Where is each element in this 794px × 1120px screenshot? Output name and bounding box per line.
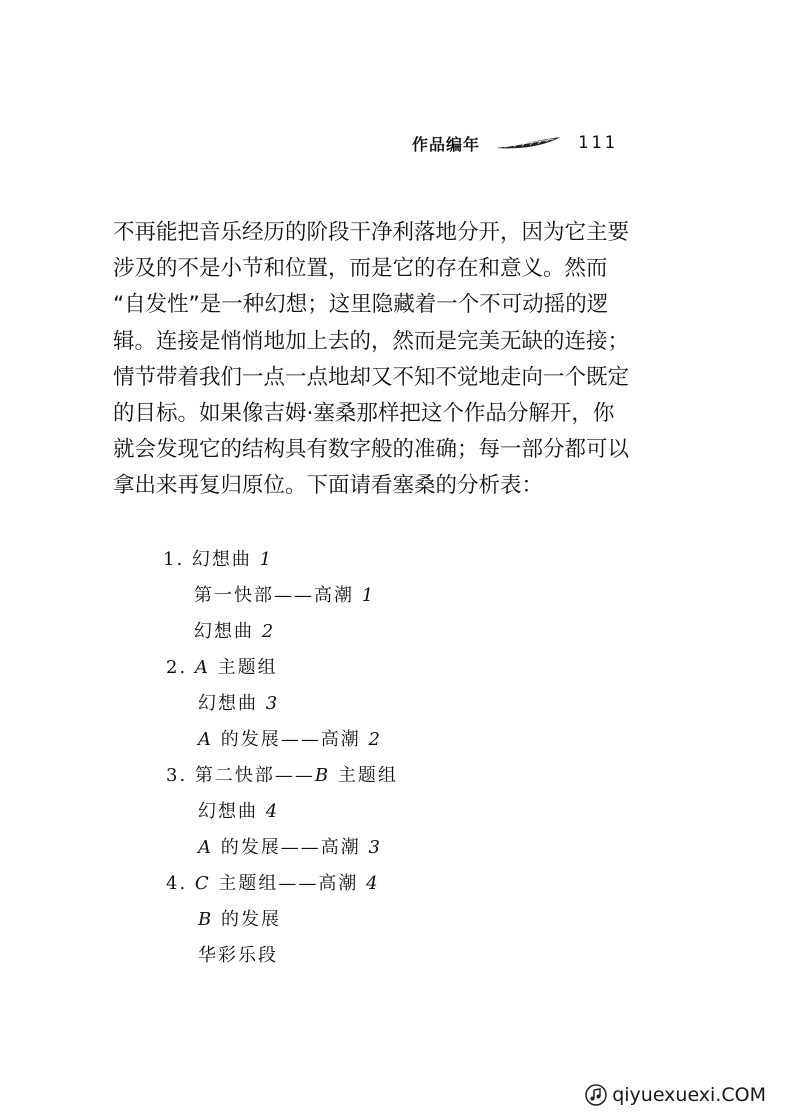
paragraph-line: “自发性”是一种幻想；这里隐藏着一个不可动摇的逻 bbox=[113, 292, 609, 318]
outline-item: 幻想曲 2 bbox=[194, 621, 276, 642]
watermark-text: qiyuexuexi.COM bbox=[612, 1084, 766, 1106]
quill-ornament-icon bbox=[494, 135, 564, 151]
outline-item: 4. C 主题组——高潮 4 bbox=[166, 873, 380, 894]
paragraph-line: 就会发现它的结构具有数字般的准确；每一部分都可以 bbox=[113, 437, 630, 463]
page-number: 111 bbox=[578, 133, 618, 153]
outline-item: 华彩乐段 bbox=[198, 945, 278, 966]
section-title: 作品编年 bbox=[412, 134, 481, 154]
outline-item: 3. 第二快部——B 主题组 bbox=[166, 765, 398, 786]
paragraph-line: 涉及的不是小节和位置，而是它的存在和意义。然而 bbox=[113, 256, 608, 282]
running-header bbox=[412, 128, 618, 158]
body-paragraph bbox=[113, 215, 683, 505]
outline-item: 幻想曲 3 bbox=[198, 693, 280, 714]
paragraph-line: 拿出来再复归原位。下面请看塞桑的分析表： bbox=[113, 473, 544, 499]
paragraph-line: 不再能把音乐经历的阶段干净利落地分开，因为它主要 bbox=[113, 220, 630, 245]
paragraph-line: 辑。连接是悄悄地加上去的，然而是完美无缺的连接； bbox=[113, 328, 630, 354]
music-note-icon bbox=[585, 1084, 607, 1106]
outline-item: 第一快部——高潮 1 bbox=[194, 585, 376, 606]
site-watermark bbox=[585, 1084, 766, 1106]
paragraph-line: 情节带着我们一点一点地却又不知不觉地走向一个既定 bbox=[113, 364, 630, 390]
outline-item: 幻想曲 4 bbox=[198, 801, 280, 822]
outline-item: 2. A 主题组 bbox=[166, 657, 278, 678]
outline-item: 1. 幻想曲 1 bbox=[163, 549, 274, 570]
outline-item: B 的发展 bbox=[198, 909, 281, 930]
outline-item: A 的发展——高潮 3 bbox=[198, 837, 382, 858]
outline-item: A 的发展——高潮 2 bbox=[198, 729, 382, 750]
paragraph-line: 的目标。如果像吉姆·塞桑那样把这个作品分解开，你 bbox=[113, 401, 615, 427]
